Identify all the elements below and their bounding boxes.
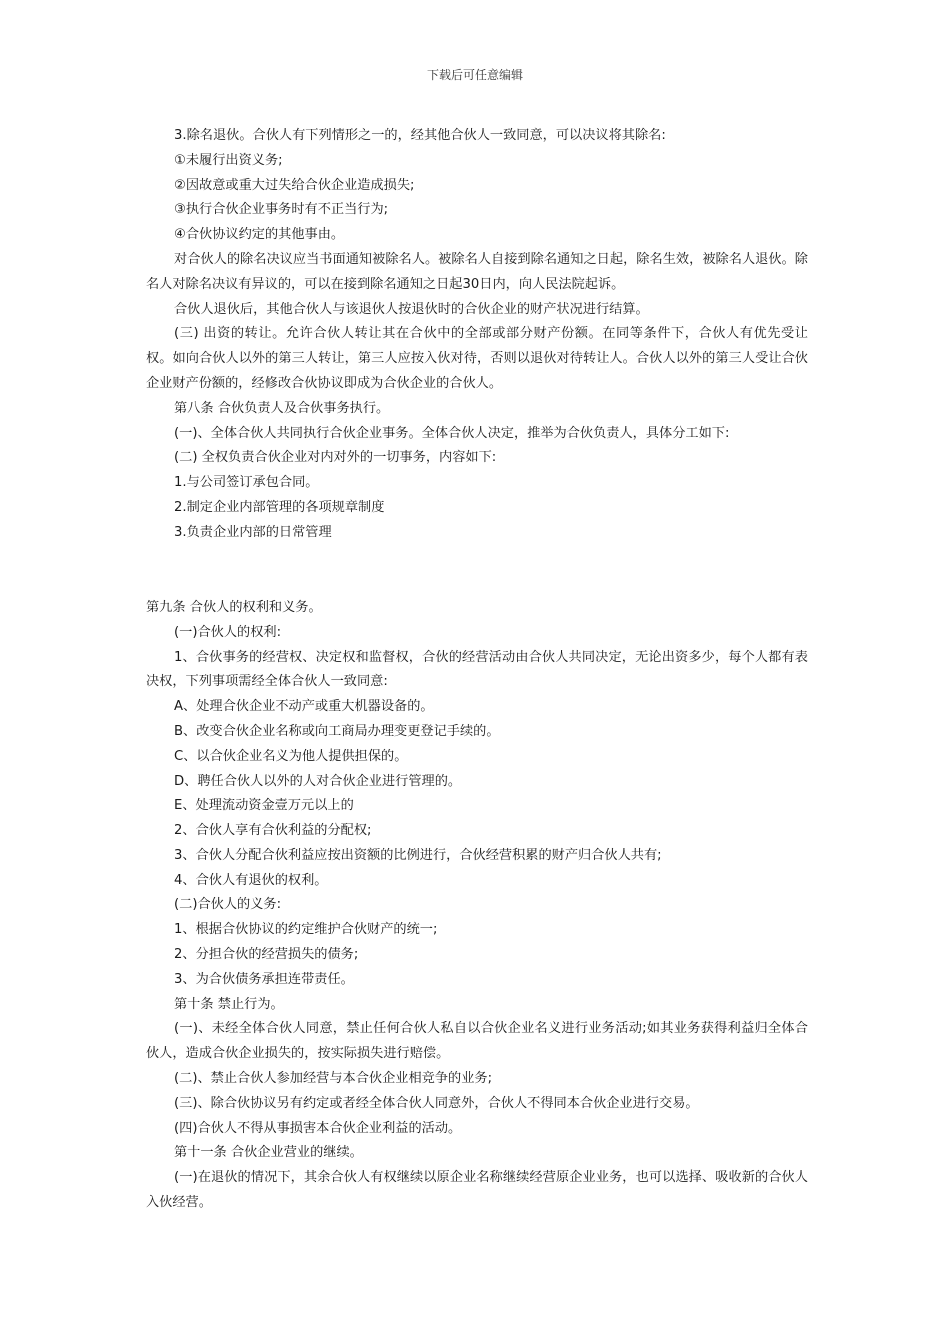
paragraph: 对合伙人的除名决议应当书面通知被除名人。被除名人自接到除名通知之日起，除名生效，被除名人退伙。除名人对除名决议有异议的，可以在接到除名通知之日起30日内，向人民法院起诉。	[146, 251, 808, 292]
paragraph: 2、合伙人享有合伙利益的分配权;	[174, 823, 372, 839]
paragraph: (一)在退伙的情况下，其余合伙人有权继续以原企业名称继续经营原企业业务，也可以选择、吸收新的合伙人入伙经营。	[146, 1170, 808, 1211]
paragraph: 2、分担合伙的经营损失的债务;	[174, 947, 359, 963]
paragraph-spacer	[146, 559, 808, 583]
paragraph: (三) 出资的转让。允许合伙人转让其在合伙中的全部或部分财产份额。在同等条件下，合伙人有优先受让权。如向合伙人以外的第三人转让，第三人应按入伙对待，否则以退伙对待转让人。合伙人以外的第三人受让合伙企业财产份额的，经修改合伙协议即成为合伙企业的合伙人。	[146, 326, 808, 391]
paragraph: 3.除名退伙。合伙人有下列情形之一的，经其他合伙人一致同意，可以决议将其除名:	[174, 128, 666, 143]
paragraph: 1.与公司签订承包合同。	[174, 475, 319, 491]
paragraph: D、聘任合伙人以外的人对合伙企业进行管理的。	[174, 773, 462, 789]
paragraph: ④合伙协议约定的其他事由。	[174, 227, 345, 243]
paragraph: (二) 全权负责合伙企业对内对外的一切事务，内容如下:	[174, 450, 497, 466]
paragraph: 4、合伙人有退伙的权利。	[174, 872, 328, 888]
paragraph: 第十一条 合伙企业营业的继续。	[174, 1145, 363, 1161]
paragraph: ②因故意或重大过失给合伙企业造成损失;	[174, 177, 415, 193]
paragraph: 合伙人退伙后，其他合伙人与该退伙人按退伙时的合伙企业的财产状况进行结算。	[174, 301, 649, 317]
paragraph: 3.负责企业内部的日常管理	[174, 524, 332, 540]
document-body	[146, 124, 808, 1216]
paragraph: (二)、禁止合伙人参加经营与本合伙企业相竞争的业务;	[174, 1071, 493, 1087]
paragraph: (一)合伙人的权利:	[174, 624, 282, 640]
page-header: 下载后可任意编辑	[426, 68, 523, 82]
paragraph: A、处理合伙企业不动产或重大机器设备的。	[174, 699, 434, 715]
paragraph: 1、合伙事务的经营权、决定权和监督权，合伙的经营活动由合伙人共同决定，无论出资多少，每个人都有表决权，下列事项需经全体合伙人一致同意:	[146, 649, 808, 690]
paragraph: (二)合伙人的义务:	[174, 897, 282, 913]
paragraph: 2.制定企业内部管理的各项规章制度	[174, 499, 385, 515]
paragraph: C、以合伙企业名义为他人提供担保的。	[174, 748, 408, 764]
paragraph: 3、合伙人分配合伙利益应按出资额的比例进行，合伙经营积累的财产归合伙人共有;	[174, 847, 662, 863]
paragraph: ①未履行出资义务;	[174, 152, 283, 168]
paragraph: (一)、未经全体合伙人同意，禁止任何合伙人私自以合伙企业名义进行业务活动;如其业务获得利益归全体合伙人，造成合伙企业损失的，按实际损失进行赔偿。	[146, 1021, 808, 1062]
paragraph: (四)合伙人不得从事损害本合伙企业利益的活动。	[174, 1120, 462, 1136]
paragraph: E、处理流动资金壹万元以上的	[174, 798, 354, 814]
paragraph: 第八条 合伙负责人及合伙事务执行。	[174, 400, 390, 416]
paragraph: 1、根据合伙协议的约定维护合伙财产的统一;	[174, 922, 438, 938]
paragraph: (一)、全体合伙人共同执行合伙企业事务。全体合伙人决定，推举为合伙负责人，具体分工如下:	[174, 425, 730, 441]
paragraph: 第九条 合伙人的权利和义务。	[146, 599, 322, 615]
paragraph: ③执行合伙企业事务时有不正当行为;	[174, 202, 389, 218]
paragraph: 第十条 禁止行为。	[174, 996, 284, 1012]
paragraph: B、改变合伙企业名称或向工商局办理变更登记手续的。	[174, 723, 500, 739]
paragraph: (三)、除合伙协议另有约定或者经全体合伙人同意外，合伙人不得同本合伙企业进行交易。	[174, 1095, 699, 1111]
paragraph: 3、为合伙债务承担连带责任。	[174, 971, 354, 987]
